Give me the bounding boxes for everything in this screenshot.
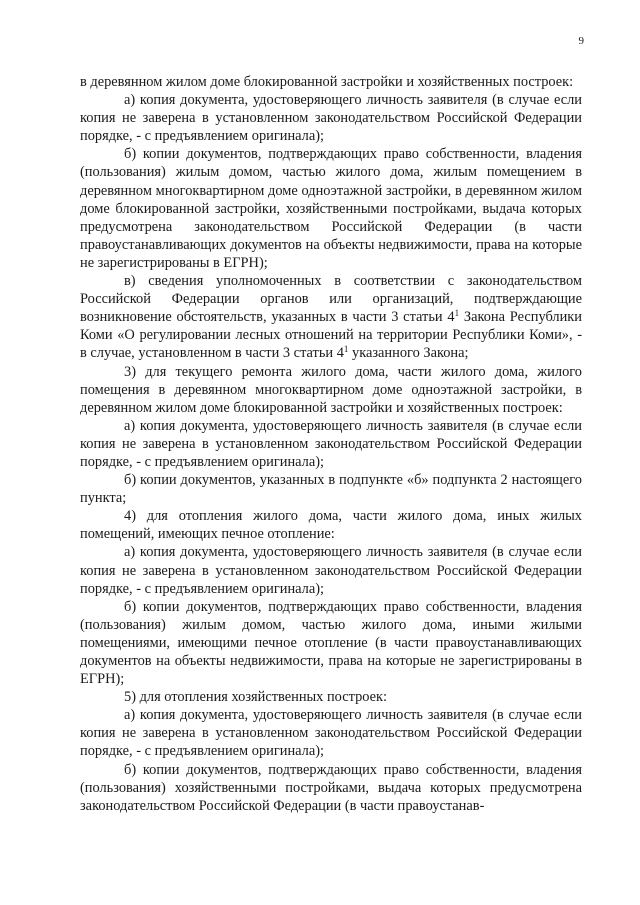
paragraph-item-4: 4) для отопления жилого дома, части жилого дома, иных жилых помещений, имеющих печное отопление:: [80, 508, 582, 543]
superscript-1: 1: [454, 308, 460, 319]
paragraph-4a: а) копия документа, удостоверяющего личность заявителя (в случае если копия не заверена в установленном законодательством Российской Федерации порядке, - с предъявлением оригинала);: [80, 544, 582, 597]
page-number: 9: [578, 35, 584, 47]
paragraph-2v-text-3: указанного Закона;: [348, 345, 469, 362]
paragraph-2v-text-1: в) сведения уполномоченных в соответствии с законодательством Российской Федерации органов или организаций, подтверждающие возникновение обстоятельств, указанных в части 3 статьи 4: [80, 273, 582, 326]
paragraph-4b: б) копии документов, подтверждающих право собственности, владения (пользования) жилым домом, частью жилого дома, иными жилыми помещениями, имеющими печное отопление (в части правоустанавливающих документов на объекты недвижимости, права на которые не зарегистрированы в ЕГРН);: [80, 598, 582, 688]
paragraph-2b: б) копии документов, подтверждающих право собственности, владения (пользования) жилым домом, частью жилого дома, жилым помещением в деревянном многоквартирном доме одноэтажной застройки, в деревянном жилом доме блокированной застройки, хозяйственными постройками, выдача которых предусмотрена законодательством Российской Федерации (в части правоустанавливающих документов на объекты недвижимости, права на которые не зарегистрированы в ЕГРН);: [80, 146, 582, 271]
paragraph-2a: а) копия документа, удостоверяющего личность заявителя (в случае если копия не заверена в установленном законодательством Российской Федерации порядке, - с предъявлением оригинала);: [80, 92, 582, 145]
superscript-1: 1: [343, 344, 349, 355]
paragraph-3a: а) копия документа, удостоверяющего личность заявителя (в случае если копия не заверена в установленном законодательством Российской Федерации порядке, - с предъявлением оригинала);: [80, 417, 582, 470]
paragraph-5a: а) копия документа, удостоверяющего личность заявителя (в случае если копия не заверена в установленном законодательством Российской Федерации порядке, - с предъявлением оригинала);: [80, 707, 582, 760]
paragraph-continuation: в деревянном жилом доме блокированной застройки и хозяйственных построек:: [80, 74, 574, 90]
paragraph-5b: б) копии документов, подтверждающих право собственности, владения (пользования) хозяйственными постройками, выдача которых предусмотрена законодательством Российской Федерации (в части правоустанав-: [80, 761, 582, 814]
paragraph-item-5: 5) для отопления хозяйственных построек:: [124, 689, 388, 706]
document-body: [80, 73, 582, 815]
paragraph-3b: б) копии документов, указанных в подпункте «б» подпункта 2 настоящего пункта;: [80, 472, 582, 507]
paragraph-2v-text-2: Закона Республики Коми «О регулировании лесных отношений на территории Республики Коми», - в случае, установленном в части 3 статьи 4: [80, 309, 582, 362]
paragraph-item-3: 3) для текущего ремонта жилого дома, части жилого дома, жилого помещения в деревянном многоквартирном доме одноэтажной застройки, в деревянном жилом доме блокированной застройки и хозяйственных построек:: [80, 363, 582, 416]
paragraph-2v: [80, 272, 582, 362]
